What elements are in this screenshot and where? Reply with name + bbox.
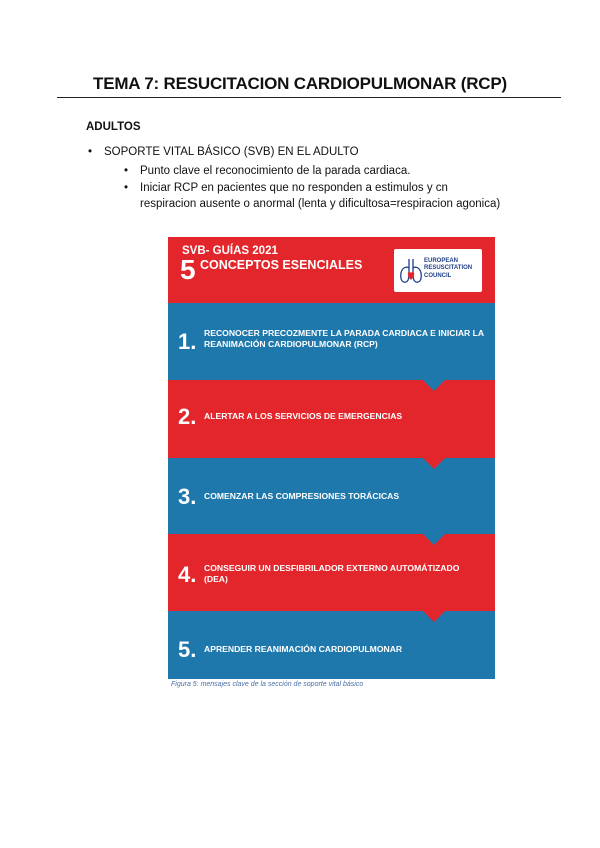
step-text: COMENZAR LAS COMPRESIONES TORÁCICAS: [204, 491, 400, 501]
step-text: ALERTAR A LOS SERVICIOS DE EMERGENCIAS: [204, 411, 403, 421]
step-number: 1.: [178, 329, 197, 354]
step-band-5: [168, 611, 495, 679]
step-band-3: [168, 458, 495, 534]
infographic-header: [168, 237, 495, 303]
step-number: 2.: [178, 404, 197, 429]
page-title: TEMA 7: RESUCITACION CARDIOPULMONAR (RCP): [93, 74, 507, 93]
list-item: [88, 146, 359, 158]
step-text: APRENDER REANIMACIÓN CARDIOPULMONAR: [204, 644, 403, 654]
figure-caption: Figura 5: mensajes clave de la sección de soporte vital básico: [171, 681, 364, 688]
list-item-text: Punto clave el reconocimiento de la parada cardiaca.: [140, 165, 411, 177]
logo-line: COUNCIL: [424, 272, 452, 279]
bullet-icon: •: [124, 165, 129, 177]
header-guide-label: SVB- GUÍAS 2021: [182, 245, 278, 257]
list-item: [124, 163, 411, 180]
list-item-text: Iniciar RCP en pacientes que no responden a estimulos y cn: [140, 182, 448, 194]
bullet-icon: •: [124, 182, 129, 194]
logo-line: RESUSCITATION: [424, 265, 473, 272]
erc-logo: [394, 249, 482, 292]
header-title: CONCEPTOS ESENCIALES: [200, 258, 363, 272]
list-item-text: SOPORTE VITAL BÁSICO (SVB) EN EL ADULTO: [104, 146, 359, 158]
step-band-1: [168, 303, 495, 380]
lungs-heart-icon: [398, 256, 424, 286]
step-text: CONSEGUIR UN DESFIBRILADOR EXTERNO AUTOMÁTIZADO (DEA): [204, 563, 460, 584]
section-heading: ADULTOS: [86, 121, 141, 133]
logo-line: EUROPEAN: [424, 258, 459, 264]
header-number: 5: [180, 254, 196, 285]
step-number: 5.: [178, 637, 197, 662]
list-item-text-continued: respiracion ausente o anormal (lenta y dificultosa=respiracion agonica): [140, 198, 501, 210]
step-band-4: [168, 534, 495, 611]
step-text: RECONOCER PRECOZMENTE LA PARADA CARDIACA E INICIAR LA REANIMACIÓN CARDIOPULMONAR (RCP): [204, 328, 484, 349]
step-number: 4.: [178, 562, 197, 587]
bullet-icon: •: [88, 146, 93, 158]
infographic: [168, 237, 495, 679]
step-number: 3.: [178, 484, 197, 509]
title-divider: [57, 97, 561, 98]
step-band-2: [168, 380, 495, 458]
list-item: [124, 180, 448, 197]
